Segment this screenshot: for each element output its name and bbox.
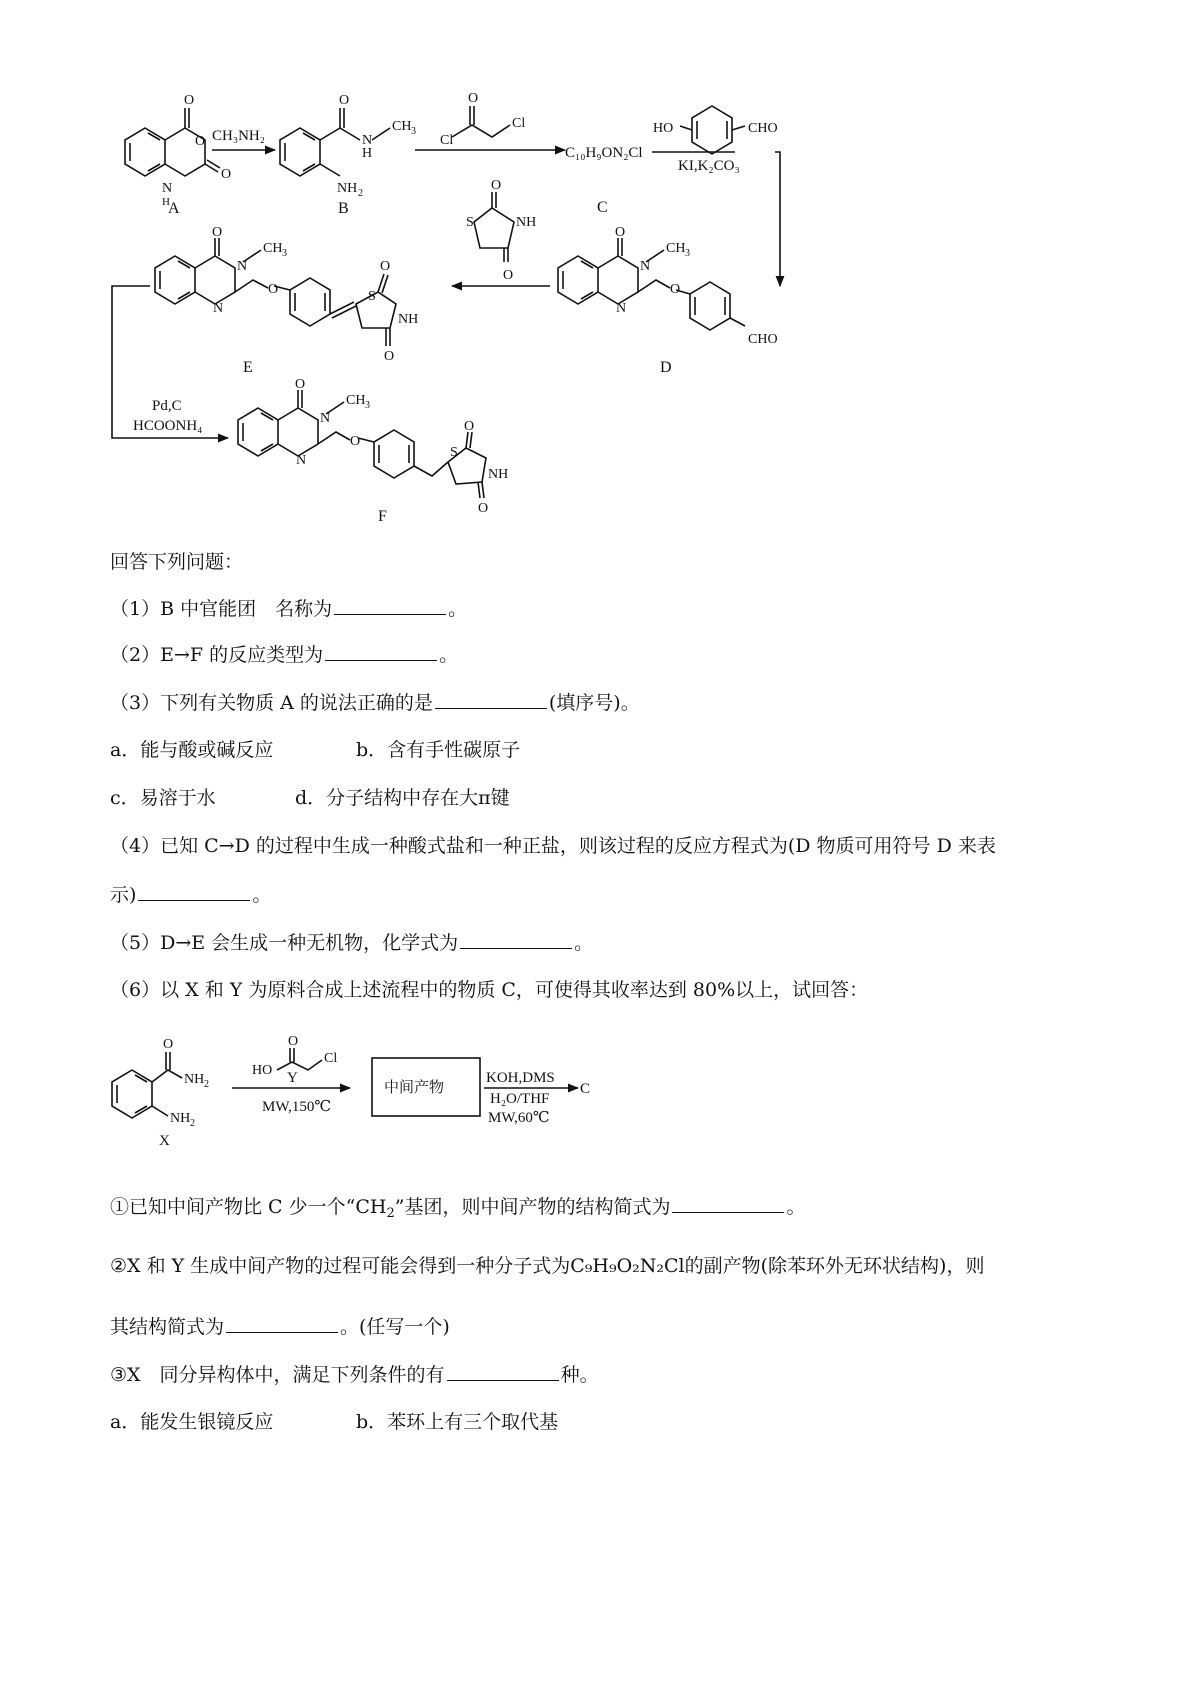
q3-options-row2 [110, 786, 510, 810]
q2-text: （2）E→F 的反应类型为 [110, 644, 324, 666]
molecule-a [125, 108, 220, 176]
reagent-cd: KI,K₂CO₃ [678, 158, 740, 174]
q2-end: 。 [439, 644, 459, 666]
svg-text:O: O [184, 93, 195, 108]
svg-text:O: O [268, 282, 279, 297]
svg-text:3: 3 [685, 248, 690, 259]
svg-text:3: 3 [365, 400, 370, 411]
svg-text:N: N [237, 259, 248, 274]
svg-text:CHO: CHO [748, 121, 778, 136]
question-3 [110, 690, 640, 715]
question-4-line1: （4）已知 C→D 的过程中生成一种酸式盐和一种正盐，则该过程的反应方程式为(D 物质可用符号 D 来表 [110, 835, 996, 857]
s2-text-2: 的副产物(除苯环外无环状结构)，则 [684, 1255, 985, 1277]
s1-blank[interactable] [672, 1194, 784, 1213]
label-a: A [168, 200, 180, 217]
product-c: C [580, 1081, 591, 1097]
svg-text:NH: NH [398, 312, 419, 327]
svg-text:N: N [640, 259, 651, 274]
q3-option-c: c．易溶于水 [110, 787, 216, 809]
q4-text: 示) [110, 884, 137, 906]
question-2 [110, 642, 458, 667]
reaction-scheme [0, 0, 1200, 540]
s1-text: ①已知中间产物比 C 少一个“ [110, 1196, 356, 1218]
q5-blank[interactable] [460, 930, 572, 949]
label-y: Y [287, 1070, 298, 1086]
svg-text:O: O [670, 282, 681, 297]
svg-text:H: H [162, 196, 170, 208]
sub-question-2-line2 [110, 1314, 450, 1339]
molecule-y [277, 1048, 322, 1070]
svg-text:NH: NH [488, 467, 509, 482]
sub-question-1 [110, 1194, 805, 1226]
svg-text:O: O [491, 178, 502, 193]
intermediate-formula: C₁₀H₉ON₂Cl [565, 145, 643, 161]
svg-text:Cl: Cl [512, 116, 526, 131]
s1-end: 。 [786, 1196, 806, 1218]
svg-text:O: O [503, 268, 514, 283]
s3-end: 种。 [560, 1364, 599, 1386]
q1-blank[interactable] [334, 596, 446, 615]
condition-2-line2: H₂O/THF [490, 1091, 550, 1107]
reagent-thiazolidinedione [474, 192, 514, 262]
svg-text:2: 2 [358, 188, 363, 199]
svg-text:N: N [320, 411, 331, 426]
svg-text:NH: NH [516, 215, 537, 230]
s3-blank[interactable] [447, 1362, 559, 1381]
molecule-d [558, 238, 745, 330]
svg-text:O: O [350, 434, 361, 449]
svg-text:O: O [163, 1037, 174, 1052]
label-e: E [243, 359, 253, 376]
condition-1: MW,150℃ [262, 1099, 332, 1115]
svg-text:N: N [616, 301, 627, 316]
label-c: C [597, 199, 608, 216]
q3-option-a: a．能与酸或碱反应 [110, 739, 274, 761]
q3-blank[interactable] [435, 690, 547, 709]
q3-end: (填序号)。 [548, 692, 640, 714]
svg-text:O: O [478, 501, 489, 516]
question-1 [110, 596, 467, 621]
svg-text:O: O [221, 167, 232, 182]
svg-text:HO: HO [653, 121, 674, 136]
arrow-c-d [775, 152, 780, 286]
svg-text:2: 2 [190, 1118, 195, 1129]
svg-text:H: H [362, 146, 373, 161]
svg-text:Cl: Cl [440, 133, 454, 148]
molecule-x [112, 1052, 182, 1118]
svg-text:3: 3 [411, 126, 416, 137]
svg-text:HO: HO [252, 1063, 273, 1078]
question-5 [110, 930, 593, 955]
q3-option-b: b．含有手性碳原子 [356, 739, 521, 761]
svg-text:NH: NH [170, 1111, 191, 1126]
q5-end: 。 [574, 932, 594, 954]
condition-2-line1: KOH,DMS [486, 1070, 555, 1086]
svg-text:CH: CH [346, 393, 366, 408]
s2-blank[interactable] [226, 1314, 338, 1333]
svg-text:O: O [195, 134, 206, 149]
svg-text:O: O [295, 377, 306, 392]
label-f: F [378, 508, 387, 525]
reagent-ef-line1: Pd,C [152, 398, 182, 414]
s3-option-b: b．苯环上有三个取代基 [356, 1411, 559, 1433]
q4-end: 。 [252, 884, 272, 906]
label-b: B [338, 200, 349, 217]
q1-text: （1）B 中官能团 名称为 [110, 598, 333, 620]
svg-text:O: O [615, 225, 626, 240]
s2-formula: C₉H₉O₂N₂Cl [570, 1255, 685, 1277]
sub-question-2-line1 [110, 1254, 984, 1278]
condition-2-line3: MW,60℃ [488, 1110, 550, 1126]
question-6: （6）以 X 和 Y 为原料合成上述流程中的物质 C，可使得其收率达到 80%以上，试回答： [110, 979, 869, 1001]
intermediate-label: 中间产物 [384, 1080, 445, 1096]
synthesis-scheme [0, 1030, 1200, 1170]
q3-text: （3）下列有关物质 A 的说法正确的是 [110, 692, 433, 714]
svg-text:N: N [362, 133, 373, 148]
reagent-chloroacetyl-chloride [452, 106, 510, 137]
svg-text:O: O [212, 225, 223, 240]
svg-text:N: N [296, 453, 307, 468]
q3-options-row1 [110, 738, 520, 762]
svg-text:2: 2 [204, 1079, 209, 1090]
intro-text: 回答下列问题： [110, 551, 244, 573]
svg-text:O: O [288, 1034, 299, 1049]
s3-text: ③X 同分异构体中，满足下列条件的有 [110, 1364, 445, 1386]
reagent-ab: CH₃NH₂ [212, 128, 265, 144]
s1-group: CH [355, 1196, 387, 1218]
svg-text:3: 3 [282, 248, 287, 259]
q2-blank[interactable] [325, 642, 437, 661]
arrow-e-f [112, 286, 228, 438]
s1-text-2: ”基团，则中间产物的结构简式为 [394, 1196, 671, 1218]
svg-text:S: S [466, 215, 474, 230]
svg-text:CHO: CHO [748, 332, 778, 347]
svg-text:Cl: Cl [324, 1051, 338, 1066]
svg-text:NH: NH [337, 181, 358, 196]
svg-text:NH: NH [184, 1072, 205, 1087]
q1-end: 。 [448, 598, 468, 620]
svg-text:O: O [380, 259, 391, 274]
label-x: X [159, 1133, 170, 1149]
s2-text: ②X 和 Y 生成中间产物的过程可能会得到一种分子式为 [110, 1255, 571, 1277]
svg-text:O: O [339, 93, 350, 108]
s1-group-sub: 2 [386, 1206, 395, 1221]
svg-text:CH: CH [666, 241, 686, 256]
s3-options [110, 1410, 558, 1434]
svg-text:O: O [464, 419, 475, 434]
s3-option-a: a．能发生银镜反应 [110, 1411, 274, 1433]
q3-option-d: d．分子结构中存在大π键 [295, 787, 510, 809]
label-d: D [660, 359, 672, 376]
s2-end: 。(任写一个) [340, 1316, 450, 1338]
reagent-hydroxybenzaldehyde [680, 106, 745, 154]
q5-text: （5）D→E 会生成一种无机物，化学式为 [110, 932, 459, 954]
svg-text:N: N [162, 181, 173, 196]
sub-question-3 [110, 1362, 599, 1387]
question-4-line2 [110, 882, 271, 907]
molecule-b [280, 108, 390, 176]
svg-text:CH: CH [263, 241, 283, 256]
s2-line2: 其结构简式为 [110, 1316, 225, 1338]
svg-text:O: O [384, 349, 395, 364]
svg-text:CH: CH [392, 119, 412, 134]
svg-text:N: N [213, 301, 224, 316]
svg-text:O: O [468, 91, 479, 106]
svg-text:S: S [368, 289, 376, 304]
q4-blank[interactable] [138, 882, 250, 901]
svg-text:S: S [450, 445, 458, 460]
reagent-ef-line2: HCOONH₄ [133, 418, 203, 434]
